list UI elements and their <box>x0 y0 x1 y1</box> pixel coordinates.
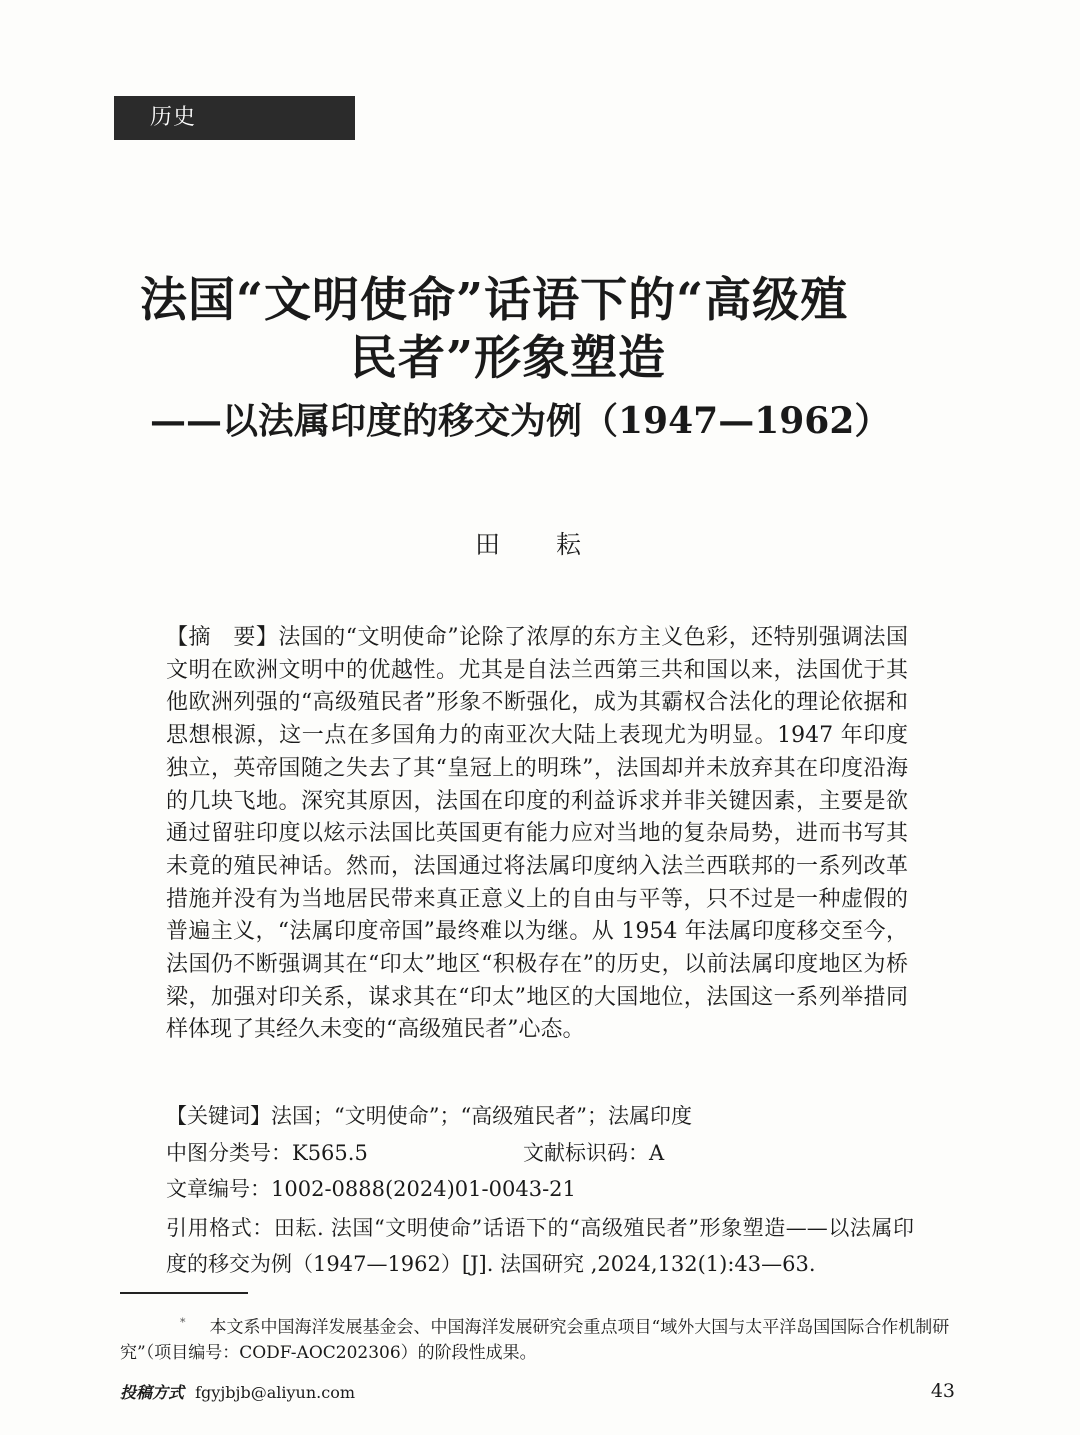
contact-label: 投稿方式 <box>120 1383 185 1402</box>
keywords-label: 【关键词】 <box>166 1104 271 1128</box>
abstract-label: 【摘 要】 <box>166 625 279 650</box>
title-line-2: 民者”形象塑造 <box>350 331 667 386</box>
section-label: 历史 <box>150 105 197 130</box>
section-tag <box>114 96 355 140</box>
keywords-text: 法国；“文明使命”；“高级殖民者”；法属印度 <box>271 1104 692 1128</box>
document-code-value: A <box>649 1141 665 1165</box>
article-title <box>120 272 960 388</box>
footnote <box>120 1310 965 1366</box>
classification-label: 中图分类号： <box>166 1141 292 1165</box>
footer-contact <box>120 1381 355 1405</box>
footnote-text: 本文系中国海洋发展基金会、中国海洋发展研究会重点项目“域外大国与太平洋岛国国际合作机制研究”（项目编号：CODF-AOC202306）的阶段性成果。 <box>120 1317 950 1363</box>
document-code <box>523 1138 664 1168</box>
abstract-text: 法国的“文明使命”论除了浓厚的东方主义色彩，还特别强调法国文明在欧洲文明中的优越性。尤其是自法兰西第三共和国以来，法国优于其他欧洲列强的“高级殖民者”形象不断强化，成为其霸权合法化的理论依据和思想根源，这一点在多国角力的南亚次大陆上表现尤为明显。1947 年印度独立，英帝国随之失去了其“皇冠上的明珠”，法国却并未放弃其在印度沿海的几块飞地。深究其原因，法国在印度的利益诉求并非关键因素，主要是欲通过留驻印度以炫示法国比英国更有能力应对当地的复杂局势，进而书写其未竟的殖民神话。然而，法国通过将法属印度纳入法兰西联邦的一系列改革措施并没有为当地居民带来真正意义上的自由与平等，只不过是一种虚假的普遍主义，“法属印度帝国”最终难以为继。从 1954 年法属印度移交至今，法国仍不断强调其在“印太”地区“积极存在”的历史，以前法属印度地区为桥梁，加强对印关系，谋求其在“印太”地区的大国地位，法国这一系列举措同样体现了其经久未变的“高级殖民者”心态。 <box>166 625 908 1043</box>
keywords <box>166 1101 926 1131</box>
article-number <box>166 1174 576 1204</box>
footnote-mark: * <box>180 1316 186 1329</box>
article-subtitle: ——以法属印度的移交为例（1947—1962） <box>150 400 891 442</box>
article-number-label: 文章编号： <box>166 1177 271 1201</box>
document-code-label: 文献标识码： <box>523 1141 649 1165</box>
article-number-value: 1002-0888(2024)01-0043-21 <box>271 1177 576 1201</box>
footnote-divider <box>120 1292 248 1294</box>
abstract <box>166 622 908 1047</box>
author-name: 田 耘 <box>475 530 605 559</box>
classification-value: K565.5 <box>292 1141 368 1165</box>
contact-email[interactable]: fgyjbjb@aliyun.com <box>195 1383 355 1402</box>
classification-number <box>166 1138 368 1168</box>
citation-text: 田耘. 法国“文明使命”话语下的“高级殖民者”形象塑造——以法属印度的移交为例（1947—1962）[J]. 法国研究 ,2024,132(1):43—63. <box>166 1216 915 1276</box>
citation-label: 引用格式： <box>166 1216 274 1240</box>
page-number: 43 <box>930 1380 955 1402</box>
citation <box>166 1210 914 1282</box>
title-line-1: 法国“文明使命”话语下的“高级殖 <box>140 273 849 328</box>
